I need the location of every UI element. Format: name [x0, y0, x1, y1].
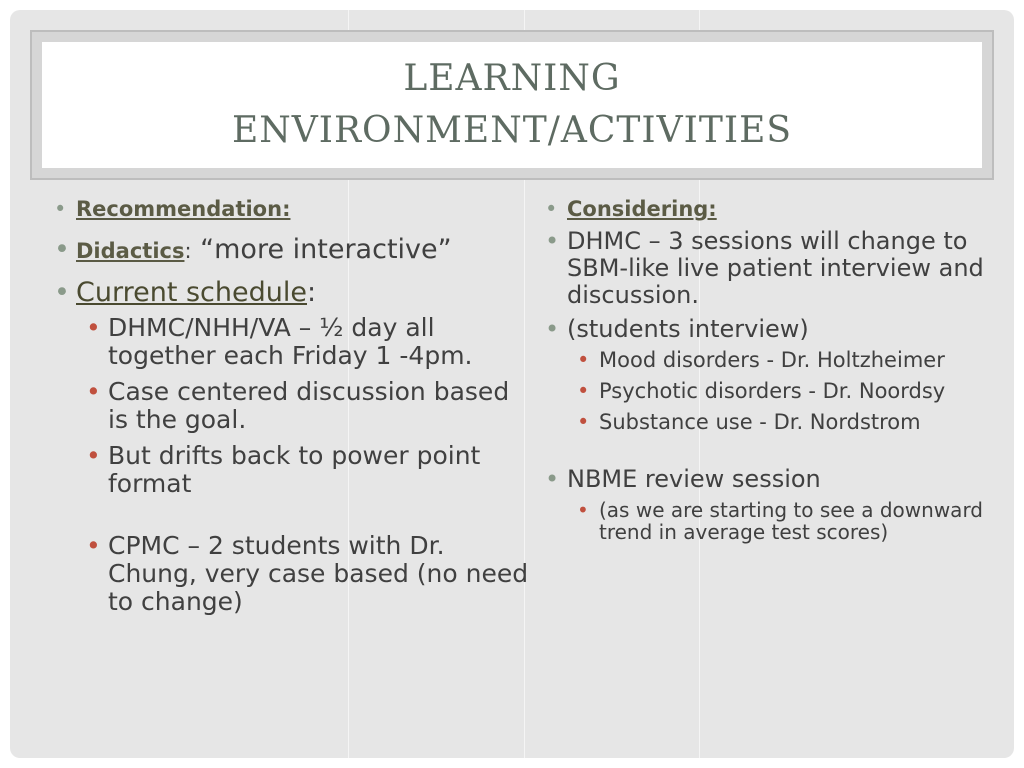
schedule-label: Current schedule: [76, 277, 307, 308]
bullet-students-interview: • (students interview): [545, 316, 1010, 343]
left-bullet-list: [54, 196, 534, 616]
bullet-didactics: [54, 234, 534, 267]
right-column: [545, 196, 1010, 543]
bullet-dhmc: • DHMC – 3 sessions will change to SBM-like live patient interview and discussion.: [545, 228, 1010, 309]
spacer: [54, 506, 534, 532]
session-item: • Substance use - Dr. Nordstrom: [577, 411, 1010, 434]
title-line-1: LEARNING: [403, 58, 621, 99]
slide-title: [232, 53, 792, 157]
left-column: [54, 196, 534, 624]
session-item: • Psychotic disorders - Dr. Noordsy: [577, 380, 1010, 403]
recommendation-label: Recommendation:: [76, 197, 291, 221]
right-bullet-list: [545, 196, 1010, 543]
bullet-nbme: • NBME review session: [545, 466, 1010, 493]
considering-label: Considering:: [567, 197, 717, 221]
schedule-item: • Case centered discussion based is the goal.: [86, 378, 534, 434]
schedule-colon: :: [307, 277, 317, 308]
nbme-sub-item: • (as we are starting to see a downward trend in average test scores): [577, 499, 1010, 543]
title-line-2: ENVIRONMENT/ACTIVITIES: [231, 110, 793, 151]
schedule-item: • DHMC/NHH/VA – ½ day all together each Friday 1 -4pm.: [86, 314, 534, 370]
bullet-considering: [545, 196, 1010, 222]
didactics-colon: :: [184, 239, 192, 263]
didactics-text: “more interactive”: [191, 234, 452, 265]
title-box: [42, 42, 982, 168]
didactics-label: Didactics: [76, 239, 185, 263]
bullet-recommendation: [54, 196, 534, 222]
spacer: [545, 442, 1010, 466]
title-frame: [30, 30, 994, 180]
schedule-item: • CPMC – 2 students with Dr. Chung, very case based (no need to change): [86, 532, 534, 616]
session-item: • Mood disorders - Dr. Holtzheimer: [577, 349, 1010, 372]
slide: [10, 10, 1014, 758]
schedule-item: • But drifts back to power point format: [86, 442, 534, 498]
bullet-current-schedule: [54, 277, 534, 308]
